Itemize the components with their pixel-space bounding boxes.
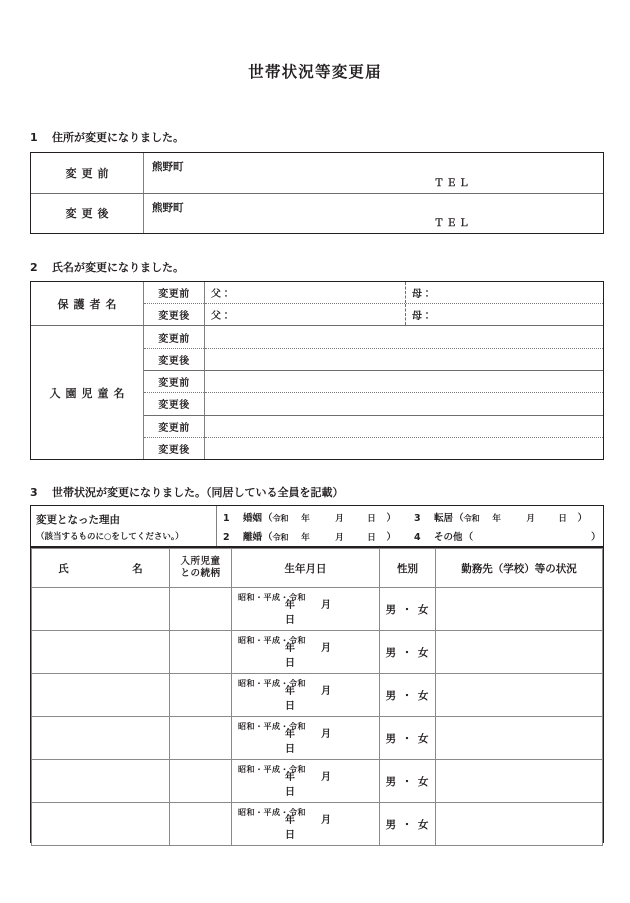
table-row [31,506,603,546]
member-4-dob[interactable] [232,717,380,760]
reason-option-other-name: その他 [434,531,463,543]
section-1-label: 住所が変更になりました。 [52,131,184,144]
member-5-work[interactable] [436,760,603,803]
table-row [32,760,603,803]
reason-line-1 [223,507,603,526]
member-2-day: 日 [285,658,295,669]
member-6-work[interactable] [436,803,603,846]
member-2-sex[interactable]: 男 ・ 女 [380,631,436,674]
member-3-sex[interactable]: 男 ・ 女 [380,674,436,717]
page-title: 世帯状況等変更届 [248,63,382,81]
reason-option-other[interactable] [414,529,601,543]
guardian-after-father: 父： [211,311,231,323]
guardian-after-cell[interactable] [205,304,604,326]
member-1-work[interactable] [436,588,603,631]
table-row [31,326,603,348]
reason-option-marriage-paren-close: ） [386,512,397,524]
member-5-dob[interactable] [232,760,380,803]
member-4-year: 年 [285,729,295,740]
member-3-day: 日 [285,701,295,712]
member-1-month: 月 [321,600,331,611]
reason-option-moving-paren-close: ） [577,512,588,524]
reason-option-marriage-index: 1 [223,512,230,524]
reason-option-other-index: 4 [414,531,421,543]
header-work: 勤務先（学校）等の状況 [436,549,603,588]
member-6-era-options: 昭和・平成・令和 [238,808,306,817]
member-6-name[interactable] [32,803,170,846]
reason-option-divorce-date [289,531,387,543]
address-change-table [30,152,604,234]
table-row [32,631,603,674]
member-3-relation[interactable] [170,674,232,717]
child-1-after-label: 変更後 [144,348,205,370]
child-3-after-label: 変更後 [144,437,205,459]
reason-option-moving-year: 年 [492,513,501,524]
reason-option-moving-day: 日 [558,513,567,524]
member-6-sex[interactable]: 男 ・ 女 [380,803,436,846]
guardian-before-cell[interactable] [205,282,604,304]
member-2-dob[interactable] [232,631,380,674]
member-3-work[interactable] [436,674,603,717]
table-row [32,674,603,717]
guardian-before-father: 父： [211,289,231,301]
reason-option-marriage-name: 婚姻 [243,512,263,524]
address-after-value: 熊野町 [152,201,184,214]
member-1-sex[interactable]: 男 ・ 女 [380,588,436,631]
reason-line-2 [223,526,603,545]
member-2-relation[interactable] [170,631,232,674]
reason-option-marriage[interactable] [223,510,396,524]
section-3-heading [30,484,344,500]
member-1-name[interactable] [32,588,170,631]
section-3-label: 世帯状況が変更になりました。（同居している全員を記載） [52,486,344,499]
table-row [31,282,603,304]
guardian-before-mother: 母： [405,282,603,303]
reason-option-divorce-name: 離婚 [243,531,263,543]
household-members-table [30,547,604,843]
member-4-name[interactable] [32,717,170,760]
reason-options-cell [217,506,604,546]
member-5-year: 年 [285,772,295,783]
header-dob: 生年月日 [232,549,380,588]
reason-option-moving[interactable] [414,510,587,524]
member-6-relation[interactable] [170,803,232,846]
child-3-before-cell[interactable] [205,415,604,437]
address-before-label: 変更前 [31,153,144,193]
member-5-day: 日 [285,787,295,798]
table-row [31,153,603,193]
table-header-row [32,549,603,588]
reason-option-moving-month: 月 [526,513,535,524]
section-1-heading [30,129,184,145]
address-before-cell[interactable] [144,153,604,193]
reason-option-divorce-paren-open: （ [263,531,273,543]
member-6-dob[interactable] [232,803,380,846]
header-relation-line1: 入所児童 [180,556,221,568]
member-2-month: 月 [321,643,331,654]
reason-option-divorce-month: 月 [335,532,344,543]
reason-option-moving-index: 3 [414,512,421,524]
address-after-tel-label: ＴＥＬ [434,218,472,229]
guardian-name-label: 保護者名 [31,282,144,326]
header-relation-line2: との続柄 [180,568,221,579]
member-3-era-options: 昭和・平成・令和 [238,679,306,688]
member-3-name[interactable] [32,674,170,717]
member-5-era-options: 昭和・平成・令和 [238,765,306,774]
child-3-before-label: 変更前 [144,415,205,437]
member-1-era-options: 昭和・平成・令和 [238,593,306,602]
reason-option-other-paren-close: ） [591,531,601,543]
reason-option-marriage-paren-open: （ [263,512,273,524]
table-row [31,193,603,233]
reason-subtitle: （該当するものに○をしてください。） [36,532,184,542]
member-2-ymd [272,639,379,669]
reason-option-divorce-day: 日 [367,532,376,543]
member-6-year: 年 [285,815,295,826]
child-2-after-cell[interactable] [205,393,604,415]
child-1-before-label: 変更前 [144,326,205,348]
address-before-tel-label: ＴＥＬ [434,177,472,189]
member-3-dob[interactable] [232,674,380,717]
child-2-after-label: 変更後 [144,393,205,415]
address-after-cell[interactable] [144,193,604,233]
member-3-year: 年 [285,686,295,697]
reason-option-other-paren-open: （ [463,531,474,543]
member-5-sex[interactable]: 男 ・ 女 [380,760,436,803]
address-before-value: 熊野町 [152,161,184,173]
change-reason-box [30,505,604,547]
member-2-year: 年 [285,643,295,654]
member-3-month: 月 [321,686,331,697]
member-4-ymd [272,725,379,755]
section-3-number: 3 [30,486,38,499]
member-2-name[interactable] [32,631,170,674]
reason-option-marriage-year: 年 [301,513,310,524]
reason-label-cell [31,506,217,546]
member-4-day: 日 [285,744,295,755]
header-name: 氏 名 [32,549,170,588]
reason-option-moving-era: 令和 [463,513,480,523]
reason-option-marriage-month: 月 [335,513,344,524]
member-5-month: 月 [321,772,331,783]
name-change-table [30,281,604,460]
member-1-day: 日 [285,615,295,626]
section-2-label: 氏名が変更になりました。 [52,261,184,274]
child-2-before-cell[interactable] [205,370,604,392]
member-6-month: 月 [321,815,331,826]
table-row [32,717,603,760]
member-1-dob[interactable] [232,588,380,631]
member-5-name[interactable] [32,760,170,803]
guardian-before-label: 変更前 [144,282,205,304]
reason-option-moving-name: 転居 [434,512,454,524]
reason-option-marriage-day: 日 [367,513,376,524]
child-1-after-cell[interactable] [205,348,604,370]
member-3-ymd [272,682,379,712]
member-5-ymd [272,768,379,798]
member-5-relation[interactable] [170,760,232,803]
member-4-work[interactable] [436,717,603,760]
member-2-era-options: 昭和・平成・令和 [238,636,306,645]
header-sex: 性別 [380,549,436,588]
member-1-ymd [272,596,379,626]
member-6-ymd [272,811,379,841]
table-row [32,803,603,846]
child-2-before-label: 変更前 [144,370,205,392]
reason-option-moving-paren-open: （ [454,512,464,524]
reason-option-marriage-era: 令和 [272,513,289,523]
reason-option-divorce-year: 年 [301,532,310,543]
reason-option-divorce-era: 令和 [272,532,289,542]
reason-option-divorce-index: 2 [223,531,230,543]
section-1-number: 1 [30,131,38,144]
member-4-month: 月 [321,729,331,740]
guardian-after-mother: 母： [405,304,603,325]
member-2-work[interactable] [436,631,603,674]
reason-option-divorce[interactable] [223,529,396,543]
section-2-heading [30,259,184,275]
reason-option-divorce-paren-close: ） [386,531,397,543]
guardian-after-label: 変更後 [144,304,205,326]
reason-option-moving-date [480,512,578,524]
child-3-after-cell[interactable] [205,437,604,459]
header-relation [170,549,232,588]
child-1-before-cell[interactable] [205,326,604,348]
member-4-era-options: 昭和・平成・令和 [238,722,306,731]
child-name-label: 入園児童名 [31,326,144,459]
table-row [32,588,603,631]
member-1-relation[interactable] [170,588,232,631]
member-6-day: 日 [285,830,295,841]
member-4-sex[interactable]: 男 ・ 女 [380,717,436,760]
member-1-year: 年 [285,600,295,611]
reason-title: 変更となった理由 [36,514,120,526]
address-after-label: 変更後 [31,193,144,233]
section-2-number: 2 [30,261,38,274]
member-4-relation[interactable] [170,717,232,760]
reason-option-marriage-date [289,512,387,524]
